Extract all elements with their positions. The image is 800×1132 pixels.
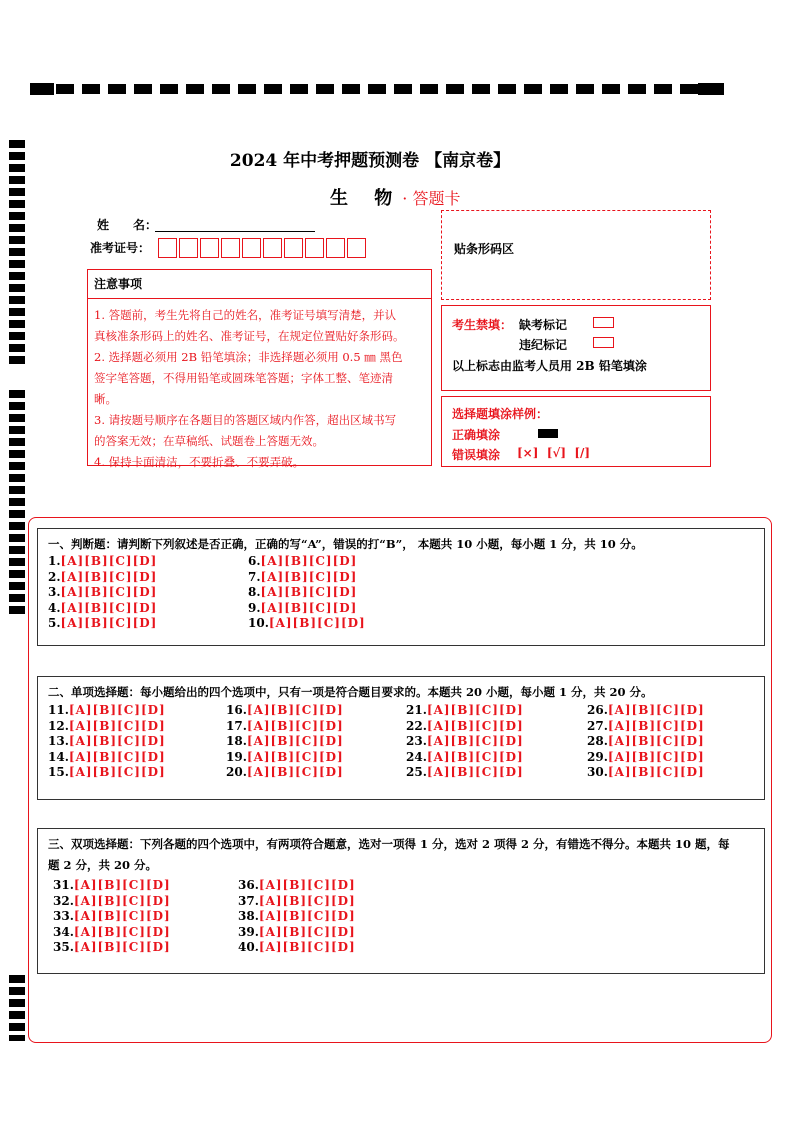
notice-line: 签字笔答题，不得用铅笔或圆珠笔答题；字体工整、笔迹清: [94, 371, 393, 385]
side-marks-bottom: [9, 975, 25, 1041]
question-item: [53, 940, 171, 955]
id-box[interactable]: [305, 238, 324, 258]
answer-options[interactable]: [A][B][C][D]: [258, 909, 356, 923]
question-item: [587, 703, 705, 718]
answer-options[interactable]: [A][B][C][D]: [426, 749, 524, 764]
question-item: [48, 570, 157, 585]
question-number: 38.: [238, 909, 259, 923]
answer-options[interactable]: [A][B][C][D]: [258, 893, 356, 908]
question-number: 12.: [48, 718, 69, 733]
answer-options[interactable]: [A][B][C][D]: [73, 940, 171, 954]
answer-options[interactable]: [A][B][C][D]: [68, 703, 166, 717]
question-item: [48, 554, 157, 569]
id-box[interactable]: [158, 238, 177, 258]
answer-options[interactable]: [A][B][C][D]: [68, 749, 166, 764]
question-number: 11.: [48, 703, 69, 717]
answer-options[interactable]: [A][B][C][D]: [260, 600, 358, 615]
proctor-note: 以上标志由监考人员用 2B 铅笔填涂: [452, 359, 647, 373]
fill-sample-box: [441, 396, 711, 467]
answer-options[interactable]: [A][B][C][D]: [426, 765, 524, 779]
answer-options[interactable]: [A][B][C][D]: [246, 718, 344, 733]
subject-title: [330, 184, 460, 210]
notice-heading: 注意事项: [88, 270, 431, 299]
question-number: 33.: [53, 909, 74, 923]
answer-options[interactable]: [A][B][C][D]: [258, 940, 356, 954]
answer-options[interactable]: [A][B][C][D]: [73, 878, 171, 892]
id-box[interactable]: [263, 238, 282, 258]
question-number: 29.: [587, 749, 608, 764]
question-number: 5.: [48, 616, 61, 630]
question-item: [226, 734, 344, 749]
answer-options[interactable]: [A][B][C][D]: [60, 585, 158, 599]
question-number: 23.: [406, 734, 427, 748]
question-item: [226, 703, 344, 718]
id-box[interactable]: [221, 238, 240, 258]
answer-options[interactable]: [A][B][C][D]: [268, 616, 366, 630]
answer-options[interactable]: [A][B][C][D]: [607, 718, 705, 733]
question-item: [406, 703, 524, 718]
question-item: [53, 925, 171, 940]
top-registration-marks: [30, 84, 724, 94]
question-item: [48, 765, 166, 780]
answer-options[interactable]: [A][B][C][D]: [60, 616, 158, 630]
answer-options[interactable]: [A][B][C][D]: [60, 554, 158, 568]
question-number: 4.: [48, 600, 61, 615]
question-item: [406, 750, 524, 765]
id-box[interactable]: [284, 238, 303, 258]
answer-options[interactable]: [A][B][C][D]: [68, 734, 166, 748]
question-item: [48, 734, 166, 749]
answer-options[interactable]: [A][B][C][D]: [426, 734, 524, 748]
answer-options[interactable]: [A][B][C][D]: [246, 734, 344, 748]
answer-options[interactable]: [A][B][C][D]: [607, 749, 705, 764]
answer-options[interactable]: [A][B][C][D]: [246, 703, 344, 717]
barcode-area: [441, 210, 711, 300]
question-item: [238, 909, 356, 924]
question-item: [248, 554, 357, 569]
question-number: 16.: [226, 703, 247, 717]
question-number: 37.: [238, 893, 259, 908]
page-title: 2024 年中考押题预测卷 【南京卷】: [229, 151, 511, 171]
question-number: 24.: [406, 749, 427, 764]
notice-line: 3. 请按题号顺序在各题目的答题区域内作答，超出区域书写: [94, 413, 397, 427]
notice-line: 2. 选择题必须用 2B 铅笔填涂；非选择题必须用 0.5 ㎜ 黑色: [94, 350, 403, 364]
question-item: [248, 570, 357, 585]
question-item: [238, 940, 356, 955]
registration-mark-right: [698, 83, 724, 95]
question-item: [587, 765, 705, 780]
question-number: 1.: [48, 554, 61, 568]
answer-options[interactable]: [A][B][C][D]: [246, 765, 344, 779]
section-3-heading-cont: 题 2 分，共 20 分。: [48, 858, 158, 872]
registration-mark-left: [30, 83, 54, 95]
question-number: 10.: [248, 616, 269, 630]
question-number: 21.: [406, 703, 427, 717]
question-number: 34.: [53, 924, 74, 939]
question-item: [587, 750, 705, 765]
absent-mark-box[interactable]: [593, 317, 614, 328]
question-item: [48, 601, 157, 616]
question-item: [238, 925, 356, 940]
side-marks-top: [9, 140, 25, 366]
correct-fill-example: [538, 429, 558, 438]
side-marks-middle: [9, 390, 25, 616]
absent-label: 缺考标记: [519, 318, 568, 332]
question-number: 6.: [248, 554, 261, 568]
answer-options[interactable]: [A][B][C][D]: [68, 718, 166, 733]
question-number: 9.: [248, 600, 261, 615]
question-number: 7.: [248, 569, 261, 584]
answer-options[interactable]: [A][B][C][D]: [60, 569, 158, 584]
question-number: 2.: [48, 569, 61, 584]
answer-options[interactable]: [A][B][C][D]: [426, 718, 524, 733]
answer-options[interactable]: [A][B][C][D]: [260, 554, 358, 568]
answer-options[interactable]: [A][B][C][D]: [607, 734, 705, 748]
question-item: [226, 750, 344, 765]
notice-line: 晰。: [94, 392, 117, 406]
question-number: 26.: [587, 703, 608, 717]
answer-options[interactable]: [A][B][C][D]: [68, 765, 166, 779]
question-item: [48, 616, 157, 631]
answer-options[interactable]: [A][B][C][D]: [607, 703, 705, 717]
sample-title: 选择题填涂样例：: [452, 407, 549, 421]
answer-options[interactable]: [A][B][C][D]: [426, 703, 524, 717]
question-number: 14.: [48, 749, 69, 764]
id-box[interactable]: [200, 238, 219, 258]
notice-line: 的答案无效；在草稿纸、试题卷上答题无效。: [94, 434, 324, 448]
section-2-heading: 二、单项选择题：每小题给出的四个选项中，只有一项是符合题目要求的。本题共 20 小题，每小题 1 分，共 20 分。: [48, 685, 653, 699]
id-label: 准考证号：: [90, 241, 151, 255]
violation-mark-box[interactable]: [593, 337, 614, 348]
notice-line: 真核准条形码上的姓名、准考证号，在规定位置贴好条形码。: [94, 329, 405, 343]
proctor-title: 考生禁填：: [452, 318, 513, 332]
question-number: 19.: [226, 749, 247, 764]
question-item: [248, 601, 357, 616]
answer-options[interactable]: [A][B][C][D]: [73, 924, 171, 939]
question-item: [406, 719, 524, 734]
answer-options[interactable]: [A][B][C][D]: [258, 924, 356, 939]
notice-text: [88, 299, 431, 473]
id-box[interactable]: [179, 238, 198, 258]
question-item: [406, 765, 524, 780]
question-number: 17.: [226, 718, 247, 733]
wrong-fill-label: 错误填涂: [452, 448, 501, 462]
barcode-label: 贴条形码区: [454, 242, 515, 256]
question-item: [48, 703, 166, 718]
question-number: 13.: [48, 734, 69, 748]
question-item: [238, 878, 356, 893]
answer-options[interactable]: [A][B][C][D]: [607, 765, 705, 779]
subject-suffix: · 答题卡: [402, 189, 461, 208]
question-number: 8.: [248, 585, 261, 599]
subject-name: 生 物: [330, 188, 403, 209]
question-item: [48, 719, 166, 734]
notice-line: 1. 答题前，考生先将自己的姓名，准考证号填写清楚，并认: [94, 308, 397, 322]
question-number: 32.: [53, 893, 74, 908]
question-item: [587, 734, 705, 749]
notice-line: 4. 保持卡面清洁，不要折叠、不要弄破。: [94, 455, 305, 469]
answer-options[interactable]: [A][B][C][D]: [246, 749, 344, 764]
question-item: [406, 734, 524, 749]
answer-options[interactable]: [A][B][C][D]: [260, 585, 358, 599]
question-item: [48, 585, 157, 600]
question-number: 35.: [53, 940, 74, 954]
question-item: [226, 719, 344, 734]
question-item: [248, 585, 357, 600]
question-item: [53, 878, 171, 893]
question-item: [53, 894, 171, 909]
section-3-heading: 三、双项选择题：下列各题的四个选项中，有两项符合题意，选对一项得 1 分，选对 2 项得 2 分，有错选不得分。本题共 10 题，每: [48, 837, 730, 851]
name-label: 姓 名：: [97, 218, 158, 232]
question-number: 31.: [53, 878, 74, 892]
question-number: 39.: [238, 924, 259, 939]
question-number: 27.: [587, 718, 608, 733]
question-number: 22.: [406, 718, 427, 733]
question-item: [587, 719, 705, 734]
question-number: 15.: [48, 765, 69, 779]
question-number: 18.: [226, 734, 247, 748]
question-item: [48, 750, 166, 765]
id-box[interactable]: [347, 238, 366, 258]
answer-options[interactable]: [A][B][C][D]: [60, 600, 158, 615]
question-number: 28.: [587, 734, 608, 748]
proctor-box: [441, 305, 711, 391]
question-number: 20.: [226, 765, 247, 779]
question-number: 3.: [48, 585, 61, 599]
question-number: 36.: [238, 878, 259, 892]
answer-options[interactable]: [A][B][C][D]: [260, 569, 358, 584]
question-number: 25.: [406, 765, 427, 779]
answer-options[interactable]: [A][B][C][D]: [73, 893, 171, 908]
violation-label: 违纪标记: [519, 338, 568, 352]
question-item: [226, 765, 344, 780]
question-item: [238, 894, 356, 909]
name-field[interactable]: [155, 230, 315, 232]
id-box[interactable]: [242, 238, 261, 258]
answer-options[interactable]: [A][B][C][D]: [258, 878, 356, 892]
question-item: [53, 909, 171, 924]
answer-options[interactable]: [A][B][C][D]: [73, 909, 171, 923]
notice-box: [87, 269, 432, 469]
question-item: [248, 616, 366, 631]
wrong-fill-examples: [×] [√] [/]: [517, 446, 591, 460]
section-1-heading: 一、判断题：请判断下列叙述是否正确，正确的写“A”，错误的打“B”， 本题共 10 小题，每小题 1 分，共 10 分。: [48, 537, 643, 551]
correct-fill-label: 正确填涂: [452, 428, 501, 442]
id-box[interactable]: [326, 238, 345, 258]
question-number: 30.: [587, 765, 608, 779]
question-number: 40.: [238, 940, 259, 954]
